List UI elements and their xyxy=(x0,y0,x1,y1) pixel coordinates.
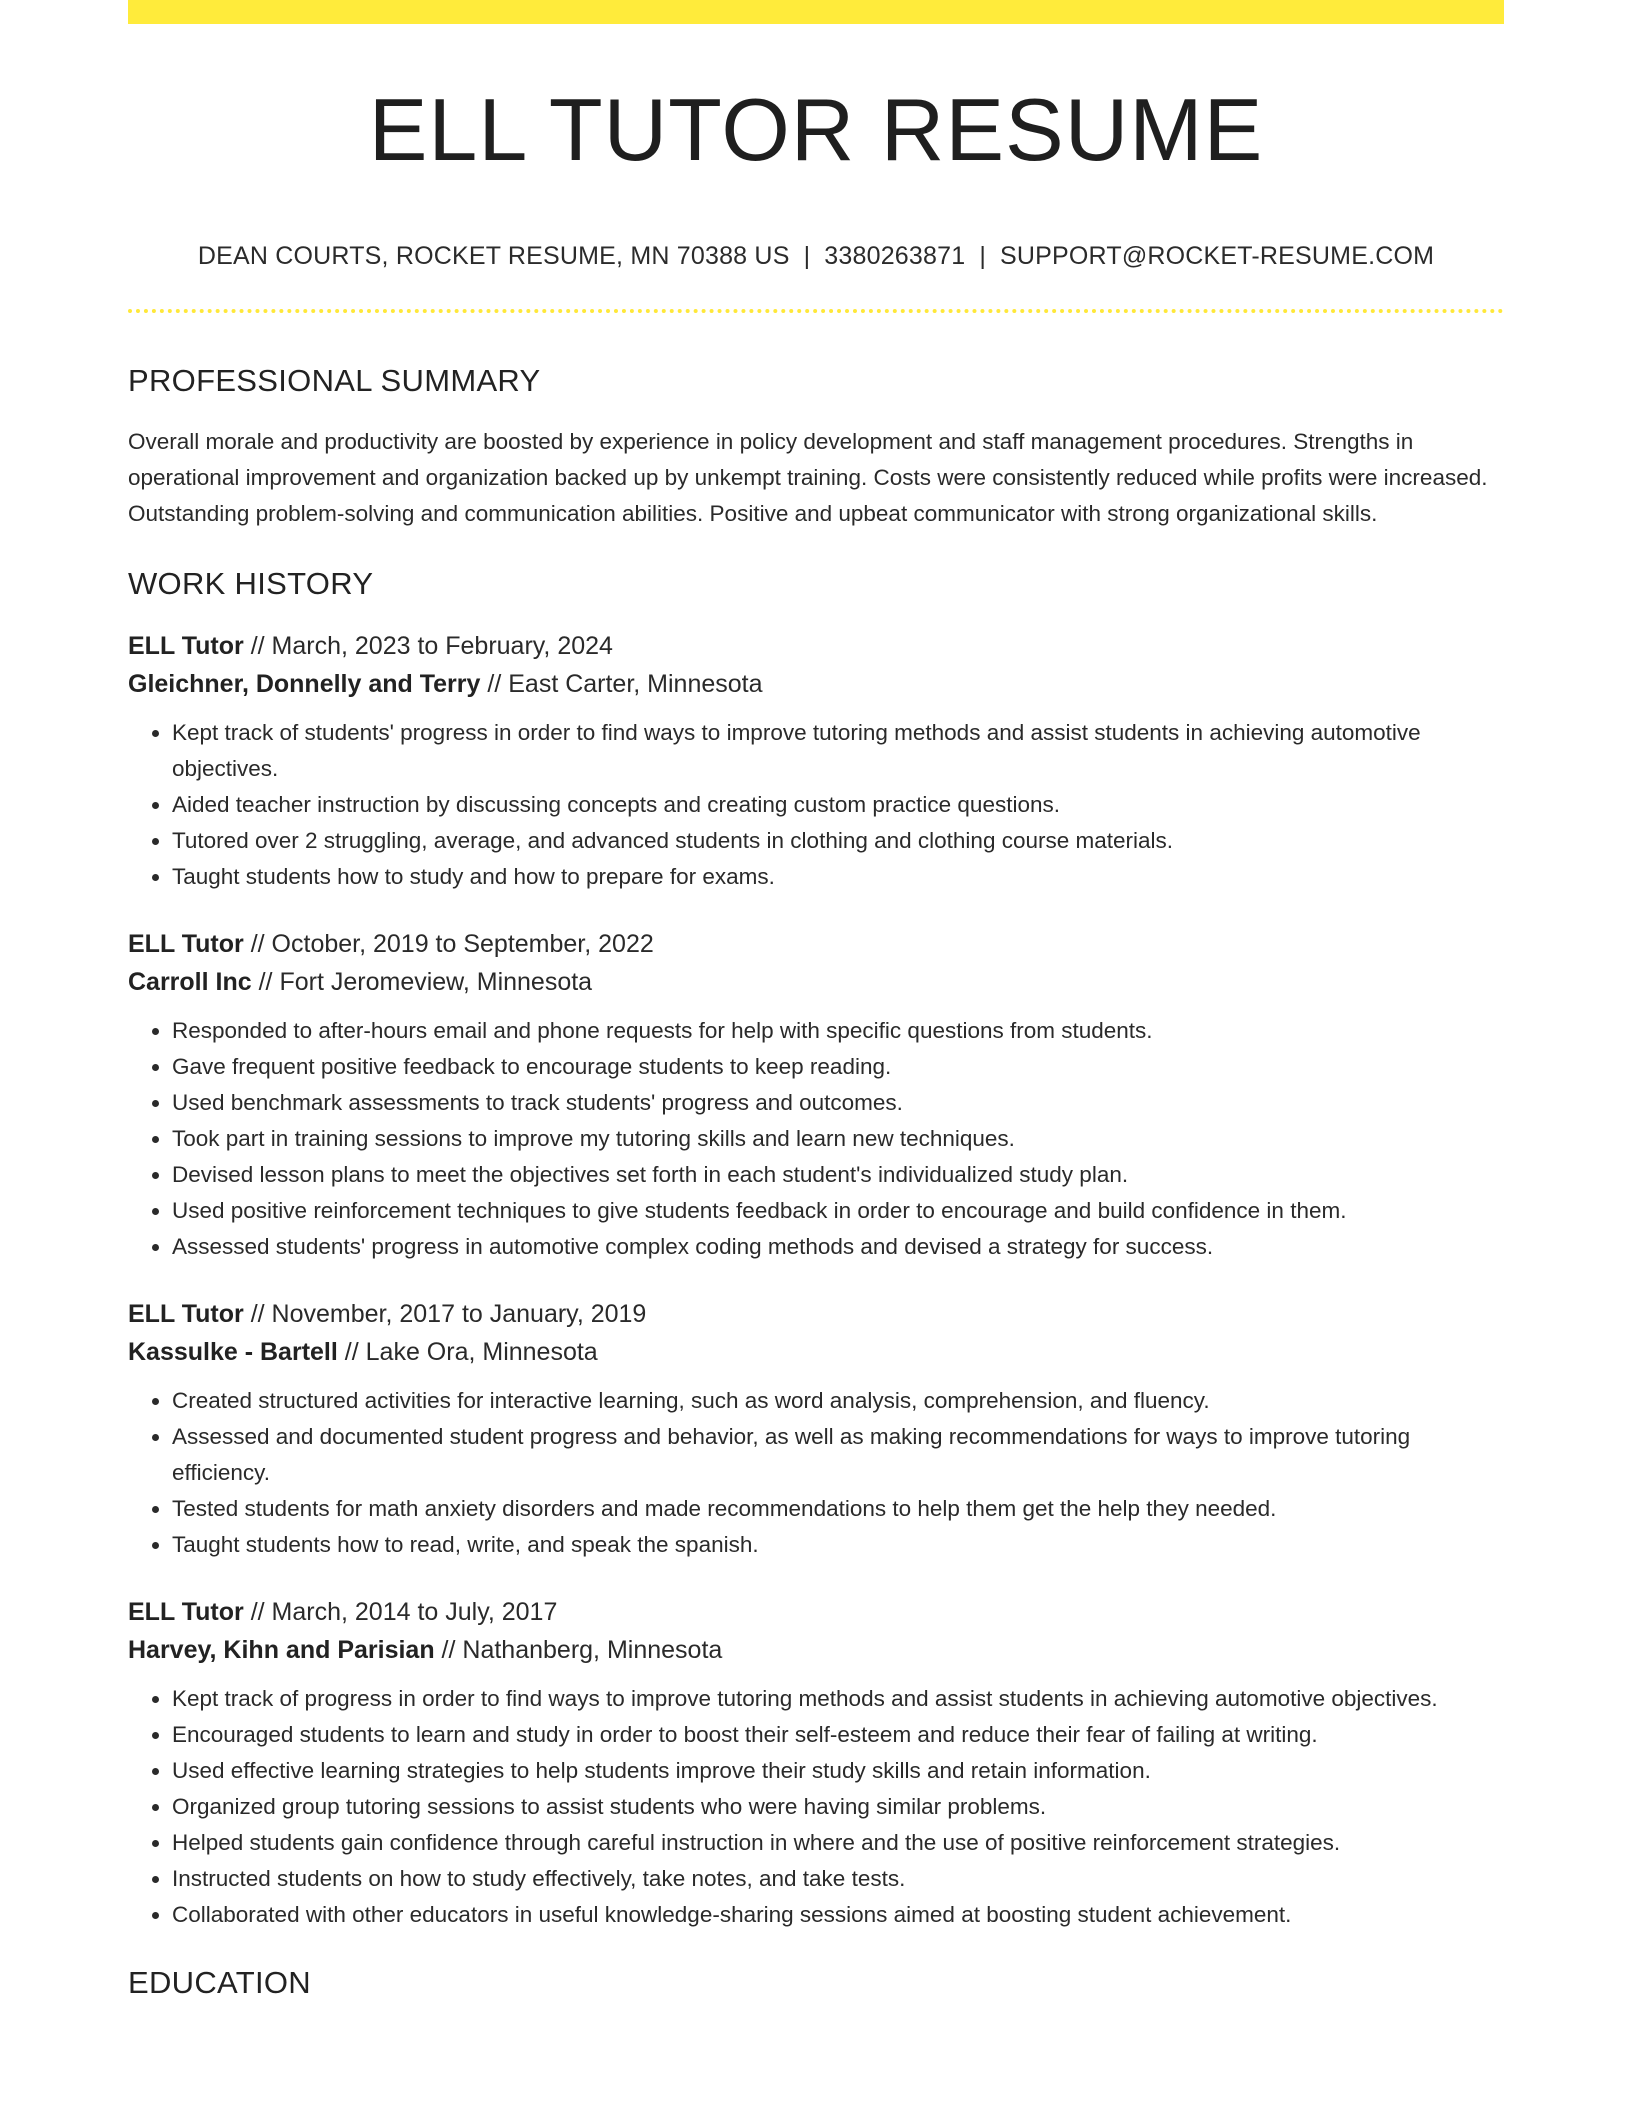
job-bullet-item: • Tested students for math anxiety disorders and made recommendations to help them get the help they needed. xyxy=(172,1491,1504,1527)
job-dates: November, 2017 to January, 2019 xyxy=(271,1300,647,1328)
contact-line xyxy=(128,242,1504,271)
job-location: Fort Jeromeview, Minnesota xyxy=(279,968,593,996)
job-title-line xyxy=(128,925,1504,963)
job-company: Carroll Inc xyxy=(128,968,252,996)
resume-title: ELL TUTOR RESUME xyxy=(368,80,1264,179)
contact-separator: | xyxy=(979,242,987,270)
job-bullet-item: • Encouraged students to learn and study in order to boost their self-esteem and reduce their fear of failing at writing. xyxy=(172,1717,1504,1753)
job-bullet-item: • Created structured activities for interactive learning, such as word analysis, comprehension, and fluency. xyxy=(172,1383,1504,1419)
job-title-line xyxy=(128,627,1504,665)
job-bullet-item: • Used benchmark assessments to track students' progress and outcomes. xyxy=(172,1085,1504,1121)
job-bullet-item: • Used positive reinforcement techniques to give students feedback in order to encourage and build confidence in them. xyxy=(172,1193,1504,1229)
job-bullet-item: • Instructed students on how to study effectively, take notes, and take tests. xyxy=(172,1861,1504,1897)
job-entry xyxy=(128,1593,1504,1933)
job-title: ELL Tutor xyxy=(128,930,244,958)
job-bullet-item: • Aided teacher instruction by discussing concepts and creating custom practice questions. xyxy=(172,787,1504,823)
job-bullet-item: • Kept track of progress in order to find ways to improve tutoring methods and assist students in achieving automotive objectives. xyxy=(172,1681,1504,1717)
job-company-line xyxy=(128,1333,1504,1371)
job-bullet-item: • Taught students how to read, write, and speak the spanish. xyxy=(172,1527,1504,1563)
job-company: Gleichner, Donnelly and Terry xyxy=(128,670,481,698)
job-bullet-item: • Taught students how to study and how to prepare for exams. xyxy=(172,859,1504,895)
work-history-heading: WORK HISTORY xyxy=(128,566,374,601)
summary-text: Overall morale and productivity are boosted by experience in policy development and staff management procedures. Strengths in operational improvement and organization backed up by unkempt training. Costs were consistently reduced while profits were increased. Outstanding problem-solving and communication abilities. Positive and upbeat communicator with strong organizational skills. xyxy=(128,429,1488,526)
contact-separator: | xyxy=(803,242,811,270)
job-bullet-item: • Organized group tutoring sessions to assist students who were having similar problems. xyxy=(172,1789,1504,1825)
job-title-line xyxy=(128,1295,1504,1333)
job-separator: // xyxy=(487,670,502,698)
job-bullet-item: • Gave frequent positive feedback to encourage students to keep reading. xyxy=(172,1049,1504,1085)
job-company: Kassulke - Bartell xyxy=(128,1338,338,1366)
job-entry xyxy=(128,925,1504,1265)
job-separator: // xyxy=(344,1338,359,1366)
job-bullet-item: • Used effective learning strategies to help students improve their study skills and retain information. xyxy=(172,1753,1504,1789)
job-separator: // xyxy=(250,1598,265,1626)
job-title: ELL Tutor xyxy=(128,1300,244,1328)
job-title: ELL Tutor xyxy=(128,632,244,660)
accent-bar xyxy=(128,0,1504,24)
job-bullet-item: • Responded to after-hours email and phone requests for help with specific questions from students. xyxy=(172,1013,1504,1049)
job-bullet-item: • Took part in training sessions to improve my tutoring skills and learn new techniques. xyxy=(172,1121,1504,1157)
job-separator: // xyxy=(250,930,265,958)
job-bullets xyxy=(128,715,1504,895)
job-separator: // xyxy=(441,1636,456,1664)
resume-page xyxy=(128,0,1504,1998)
job-dates: March, 2014 to July, 2017 xyxy=(271,1598,558,1626)
job-company: Harvey, Kihn and Parisian xyxy=(128,1636,435,1664)
job-company-line xyxy=(128,963,1504,1001)
job-separator: // xyxy=(250,1300,265,1328)
job-company-line xyxy=(128,1631,1504,1669)
work-history-list xyxy=(128,627,1504,1933)
job-location: Nathanberg, Minnesota xyxy=(462,1636,723,1664)
job-bullet-item: • Devised lesson plans to meet the objectives set forth in each student's individualized study plan. xyxy=(172,1157,1504,1193)
job-bullets xyxy=(128,1681,1504,1933)
contact-email: SUPPORT@ROCKET-RESUME.COM xyxy=(1000,242,1435,270)
job-bullet-item: • Assessed and documented student progress and behavior, as well as making recommendations for ways to improve tutoring efficiency. xyxy=(172,1419,1504,1491)
job-bullet-item: • Helped students gain confidence through careful instruction in where and the use of positive reinforcement strategies. xyxy=(172,1825,1504,1861)
education-heading: EDUCATION xyxy=(128,1965,311,2000)
job-dates: October, 2019 to September, 2022 xyxy=(271,930,654,958)
job-bullet-item: • Kept track of students' progress in order to find ways to improve tutoring methods and assist students in achieving automotive objectives. xyxy=(172,715,1504,787)
job-company-line xyxy=(128,665,1504,703)
job-bullet-item: • Assessed students' progress in automotive complex coding methods and devised a strategy for success. xyxy=(172,1229,1504,1265)
job-bullet-item: • Collaborated with other educators in useful knowledge-sharing sessions aimed at boosting student achievement. xyxy=(172,1897,1504,1933)
contact-phone: 3380263871 xyxy=(824,242,966,270)
job-title: ELL Tutor xyxy=(128,1598,244,1626)
job-location: East Carter, Minnesota xyxy=(508,670,763,698)
job-bullets xyxy=(128,1013,1504,1265)
job-bullets xyxy=(128,1383,1504,1563)
summary-heading: PROFESSIONAL SUMMARY xyxy=(128,363,541,398)
dotted-divider xyxy=(128,309,1504,313)
job-dates: March, 2023 to February, 2024 xyxy=(271,632,613,660)
job-entry xyxy=(128,627,1504,895)
job-title-line xyxy=(128,1593,1504,1631)
contact-address: DEAN COURTS, ROCKET RESUME, MN 70388 US xyxy=(197,242,790,270)
job-entry xyxy=(128,1295,1504,1563)
job-separator: // xyxy=(250,632,265,660)
job-location: Lake Ora, Minnesota xyxy=(365,1338,598,1366)
job-separator: // xyxy=(258,968,273,996)
job-bullet-item: • Tutored over 2 struggling, average, and advanced students in clothing and clothing course materials. xyxy=(172,823,1504,859)
